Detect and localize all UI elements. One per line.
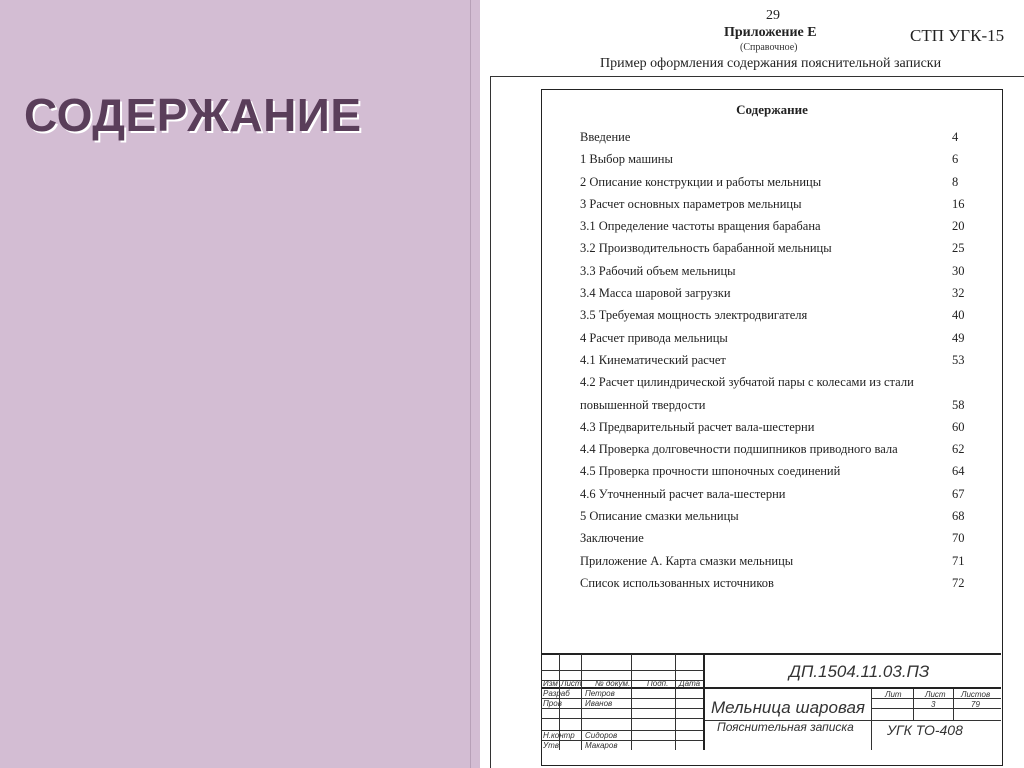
toc-entry-title: 3.4 Масса шаровой загрузки bbox=[580, 286, 731, 301]
toc-entry-title: 4.6 Уточненный расчет вала-шестерни bbox=[580, 486, 786, 501]
toc-entry-page: 70 bbox=[952, 531, 965, 546]
stamp-label-date: Дата bbox=[679, 679, 701, 688]
stamp-role-developed: Разраб bbox=[543, 689, 570, 698]
stamp-label-sign: Подп. bbox=[647, 679, 669, 688]
toc-entry-page: 62 bbox=[952, 442, 965, 457]
toc-entry-page: 64 bbox=[952, 464, 965, 479]
toc-row bbox=[580, 193, 970, 215]
toc-row bbox=[580, 215, 970, 237]
stamp-label-sheets: Листов bbox=[961, 690, 991, 699]
title-block bbox=[541, 653, 1001, 750]
stamp-doc-type: Пояснительная записка bbox=[717, 720, 854, 734]
stamp-label-list: Лист bbox=[561, 679, 582, 688]
toc-entry-page: 30 bbox=[952, 263, 965, 278]
stamp-role-norm-control: Н.контр bbox=[543, 731, 575, 740]
toc-row bbox=[580, 527, 970, 549]
toc-entry-page: 60 bbox=[952, 419, 965, 434]
toc-entry-title: 3.3 Рабочий объем мельницы bbox=[580, 263, 736, 278]
toc-entry-title: 4.5 Проверка прочности шпоночных соединений bbox=[580, 464, 841, 479]
stamp-name-developed: Петров bbox=[585, 689, 615, 698]
toc-entry-page: 72 bbox=[952, 575, 965, 590]
stamp-role-checked: Пров bbox=[543, 699, 562, 708]
toc-entry-page: 16 bbox=[952, 196, 965, 211]
toc-entry-title: 4.1 Кинематический расчет bbox=[580, 352, 726, 367]
toc-entry-title: 3.1 Определение частоты вращения барабана bbox=[580, 219, 821, 234]
toc-entry-title: Список использованных источников bbox=[580, 575, 774, 590]
toc-entry-title: 2 Описание конструкции и работы мельницы bbox=[580, 174, 822, 189]
toc-entry-page: 4 bbox=[952, 130, 959, 144]
toc-row bbox=[580, 438, 970, 460]
page-number: 29 bbox=[766, 8, 780, 23]
toc-entry-page: 71 bbox=[952, 553, 965, 568]
stamp-organization: УГК ТО-408 bbox=[887, 722, 963, 738]
stamp-doc-code: ДП.1504.11.03.ПЗ bbox=[789, 662, 930, 681]
stamp-label-doc-num: № докум. bbox=[595, 679, 631, 688]
toc-entry-page: 49 bbox=[952, 330, 965, 345]
toc-row bbox=[580, 171, 970, 193]
stamp-sheets-value: 79 bbox=[971, 700, 980, 709]
toc-entry-title: 3.2 Производительность барабанной мельницы bbox=[580, 241, 832, 256]
toc-row bbox=[580, 349, 970, 371]
toc-entry-title: 4.2 Расчет цилиндрической зубчатой пары с колесами из стали bbox=[580, 375, 914, 390]
appendix-note: (Справочное) bbox=[740, 42, 798, 53]
stamp-name-checked: Иванов bbox=[585, 699, 613, 708]
toc-entry-page: 58 bbox=[952, 397, 965, 412]
toc-row bbox=[580, 371, 970, 393]
stamp-role-approved: Утв bbox=[543, 741, 559, 750]
toc-entry-title: Приложение А. Карта смазки мельницы bbox=[580, 553, 794, 568]
toc-entry-page: 6 bbox=[952, 152, 959, 167]
stamp-name-norm-control: Сидоров bbox=[585, 731, 618, 740]
toc-entry-page: 40 bbox=[952, 308, 965, 323]
toc-entry-page: 8 bbox=[952, 174, 959, 189]
standard-code: СТП УГК-15 bbox=[910, 26, 1005, 45]
toc-row bbox=[580, 126, 970, 148]
toc-entry-page: 32 bbox=[952, 286, 965, 301]
toc-row bbox=[580, 416, 970, 438]
toc-list bbox=[580, 126, 970, 594]
toc-entry-title: 3 Расчет основных параметров мельницы bbox=[580, 196, 802, 211]
toc-row bbox=[580, 282, 970, 304]
toc-row bbox=[580, 550, 970, 572]
stamp-product-name: Мельница шаровая bbox=[711, 698, 865, 717]
toc-row bbox=[580, 460, 970, 482]
toc-row bbox=[580, 148, 970, 170]
toc-row bbox=[580, 260, 970, 282]
toc-row bbox=[580, 483, 970, 505]
toc-entry-title: 3.5 Требуемая мощность электродвигателя bbox=[580, 308, 808, 323]
toc-entry-page: 67 bbox=[952, 486, 965, 501]
stamp-label-lit: Лит bbox=[885, 690, 902, 699]
toc-entry-title: 5 Описание смазки мельницы bbox=[580, 509, 739, 524]
document-page bbox=[480, 0, 1024, 768]
toc-row bbox=[580, 572, 970, 594]
toc-entry-title: 4 Расчет привода мельницы bbox=[580, 330, 728, 345]
toc-heading: Содержание bbox=[736, 102, 808, 117]
toc-row bbox=[580, 304, 970, 326]
stamp-label-izm: Изм bbox=[543, 679, 558, 688]
stamp-label-sheet: Лист bbox=[925, 690, 946, 699]
toc-row bbox=[580, 327, 970, 349]
toc-row bbox=[580, 505, 970, 527]
divider-line bbox=[470, 0, 471, 768]
toc-row bbox=[580, 394, 970, 416]
toc-entry-page: 20 bbox=[952, 219, 965, 234]
stamp-sheet-value: 3 bbox=[931, 700, 936, 709]
toc-entry-title: 1 Выбор машины bbox=[580, 152, 673, 167]
stamp-name-approved: Макаров bbox=[585, 741, 618, 750]
toc-entry-title: повышенной твердости bbox=[580, 397, 706, 412]
appendix-title: Приложение Е bbox=[724, 25, 817, 40]
document-heading: Пример оформления содержания пояснительной записки bbox=[600, 56, 942, 71]
toc-entry-title: 4.4 Проверка долговечности подшипников приводного вала bbox=[580, 442, 898, 457]
toc-entry-title: Введение bbox=[580, 130, 631, 144]
toc-row bbox=[580, 237, 970, 259]
slide-title: СОДЕРЖАНИЕ bbox=[24, 89, 362, 141]
toc-entry-page: 25 bbox=[952, 241, 965, 256]
toc-entry-page: 68 bbox=[952, 509, 965, 524]
toc-entry-title: 4.3 Предварительный расчет вала-шестерни bbox=[580, 419, 815, 434]
toc-entry-page: 53 bbox=[952, 352, 965, 367]
toc-entry-title: Заключение bbox=[580, 531, 644, 546]
